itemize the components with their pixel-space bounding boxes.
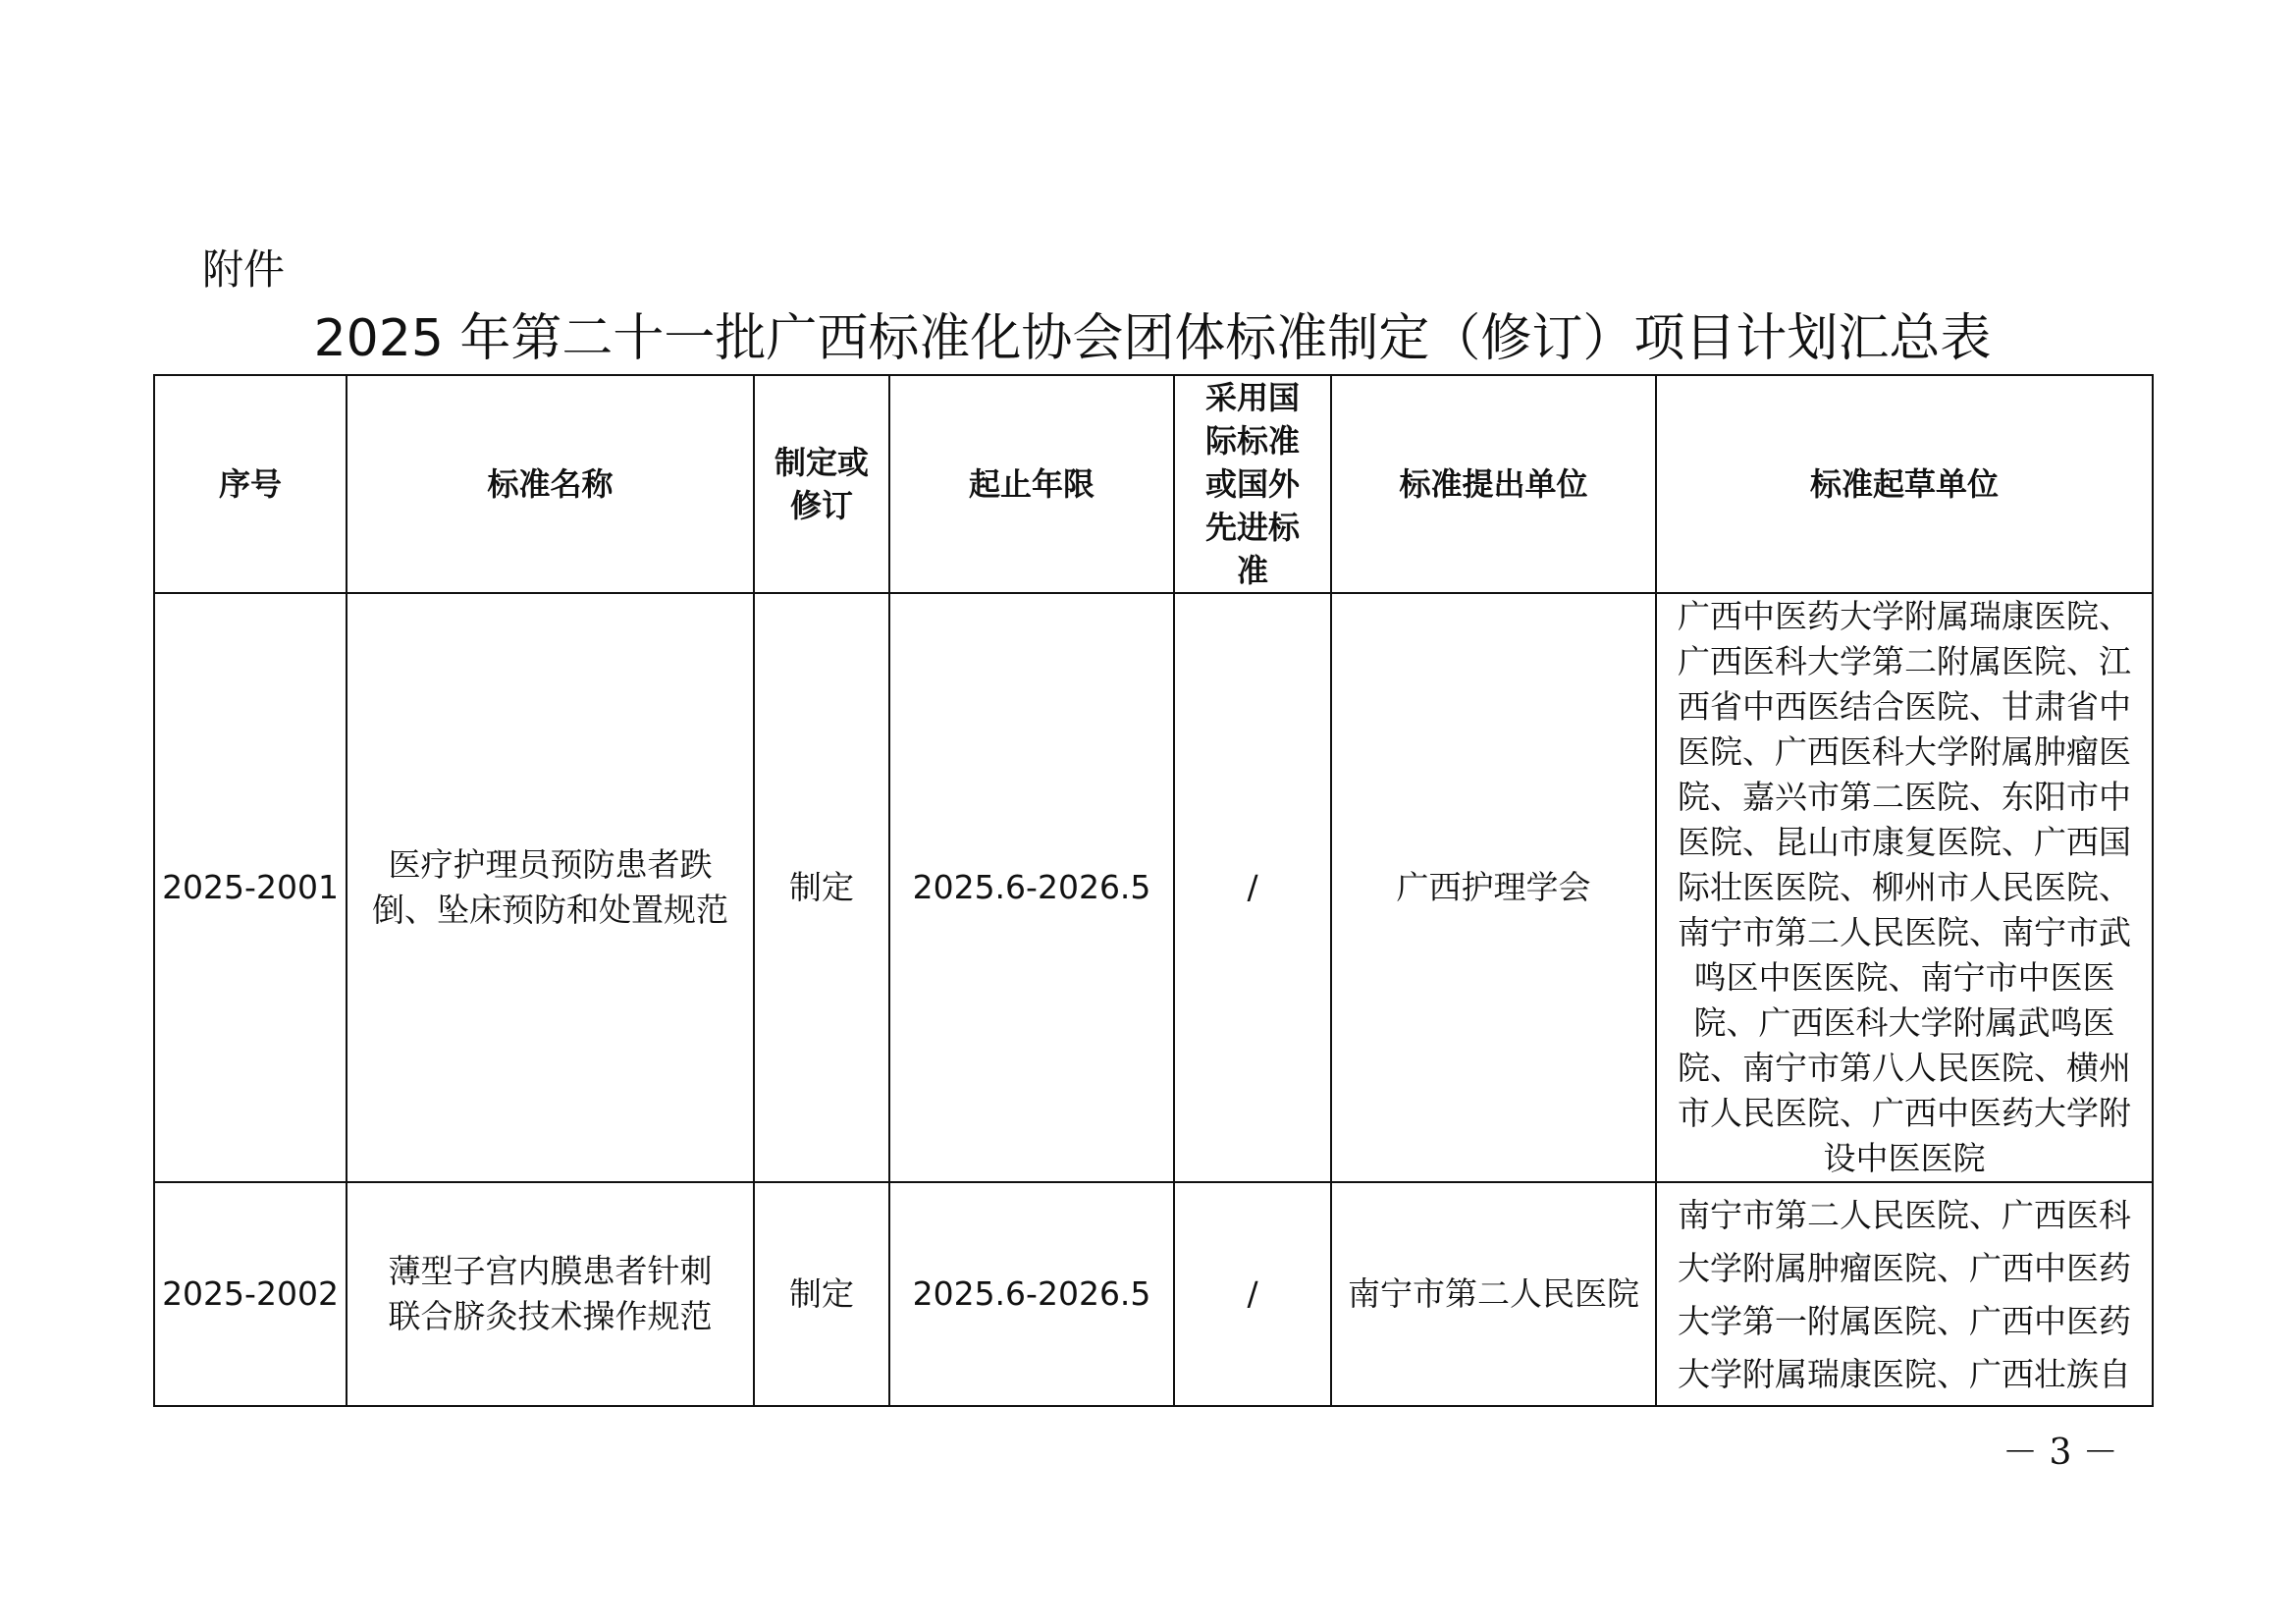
header-proposer: 标准提出单位 xyxy=(1331,375,1656,593)
cell-serial: 2025-2001 xyxy=(154,593,347,1182)
cell-adopted: / xyxy=(1174,593,1331,1182)
cell-type: 制定 xyxy=(754,593,889,1182)
cell-adopted: / xyxy=(1174,1182,1331,1406)
cell-drafter-text: 南宁市第二人民医院、广西医科大学附属肿瘤医院、广西中医药大学第一附属医院、广西中医药大学附属瑞康医院、广西壮族自 xyxy=(1678,1196,2131,1393)
plan-summary-table xyxy=(153,374,2154,1407)
table-row xyxy=(154,593,2153,1182)
cell-drafter: 广西中医药大学附属瑞康医院、广西医科大学第二附属医院、江西省中西医结合医院、甘肃省中医院、广西医科大学附属肿瘤医院、嘉兴市第二医院、东阳市中医院、昆山市康复医院、广西国际壮医医院、柳州市人民医院、南宁市第二人民医院、南宁市武鸣区中医医院、南宁市中医医院、广西医科大学附属武鸣医院、南宁市第八人民医院、横州市人民医院、广西中医药大学附设中医医院 xyxy=(1656,593,2153,1182)
cell-period: 2025.6-2026.5 xyxy=(889,593,1174,1182)
header-drafter: 标准起草单位 xyxy=(1656,375,2153,593)
table-row xyxy=(154,1182,2153,1406)
header-type: 制定或修订 xyxy=(754,375,889,593)
document-title: 2025 年第二十一批广西标准化协会团体标准制定（修订）项目计划汇总表 xyxy=(313,309,1992,368)
header-serial: 序号 xyxy=(154,375,347,593)
table-header-row xyxy=(154,375,2153,593)
cell-type: 制定 xyxy=(754,1182,889,1406)
header-adopted: 采用国际标准或国外先进标准 xyxy=(1174,375,1331,593)
cell-period: 2025.6-2026.5 xyxy=(889,1182,1174,1406)
cell-serial: 2025-2002 xyxy=(154,1182,347,1406)
header-period: 起止年限 xyxy=(889,375,1174,593)
attachment-label: 附件 xyxy=(202,245,286,294)
page-number: － 3 － xyxy=(2002,1433,2118,1473)
cell-drafter xyxy=(1656,1182,2153,1406)
header-standard-name: 标准名称 xyxy=(347,375,754,593)
cell-standard-name: 薄型子宫内膜患者针刺联合脐灸技术操作规范 xyxy=(347,1182,754,1406)
cell-proposer: 南宁市第二人民医院 xyxy=(1331,1182,1656,1406)
cell-standard-name: 医疗护理员预防患者跌倒、坠床预防和处置规范 xyxy=(347,593,754,1182)
cell-proposer: 广西护理学会 xyxy=(1331,593,1656,1182)
